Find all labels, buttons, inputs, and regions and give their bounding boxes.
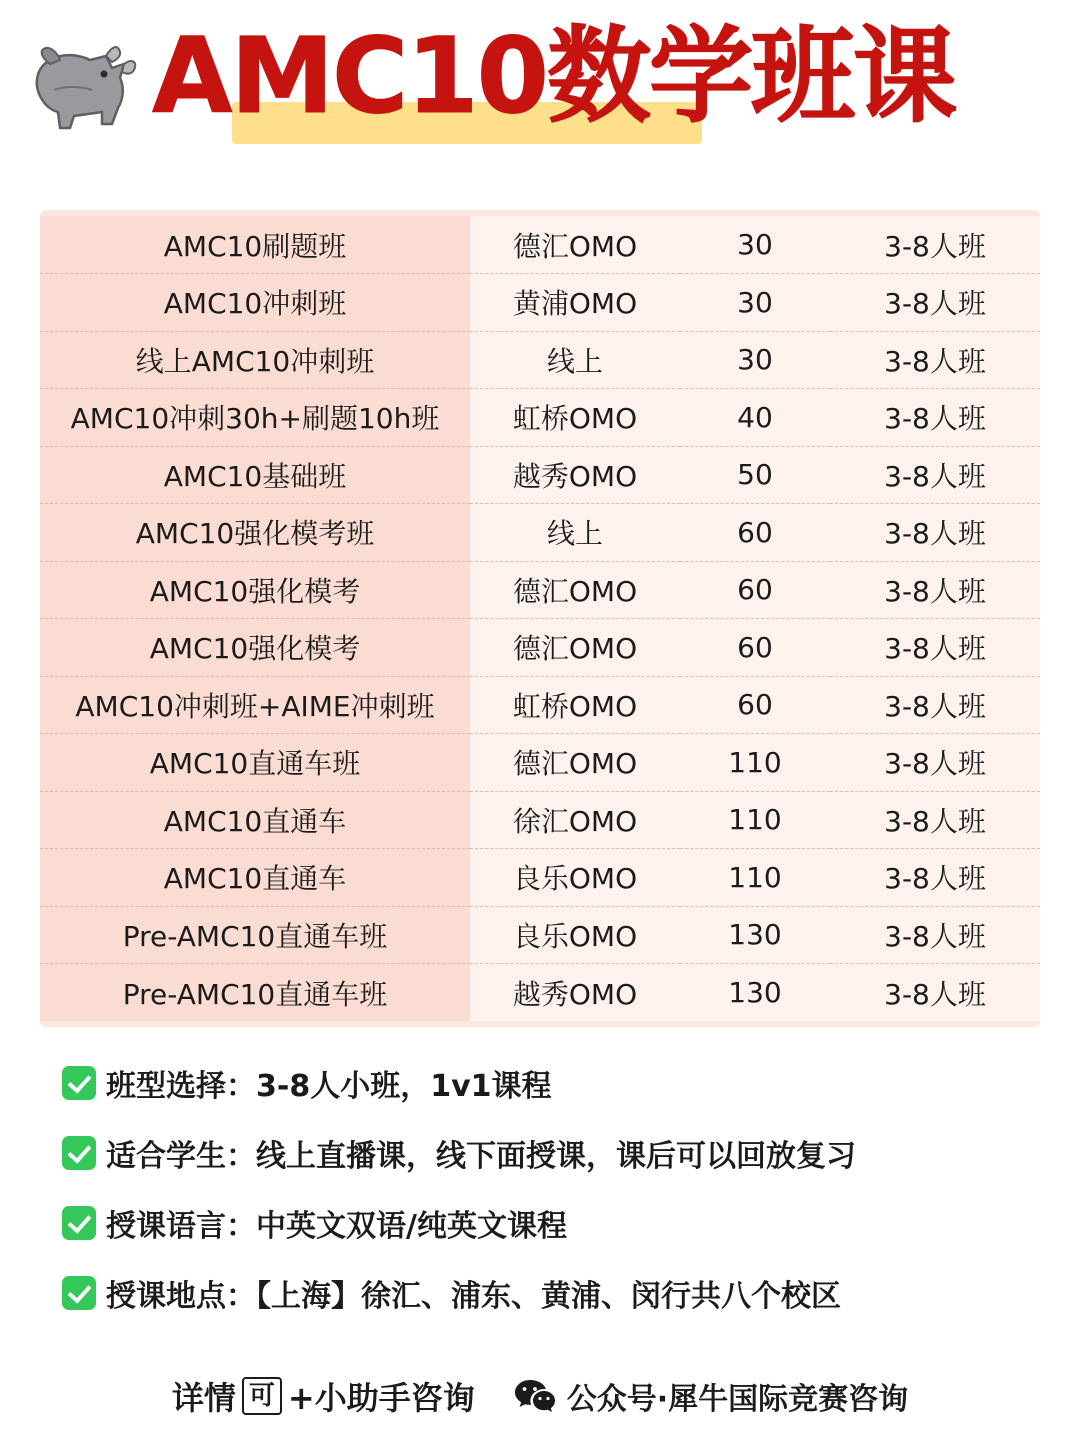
table-row bbox=[40, 676, 1040, 734]
feature-label: 班型选择：3-8人小班，1v1课程 bbox=[106, 1069, 552, 1104]
course-hours: 130 bbox=[680, 906, 830, 964]
feature-label: 授课语言：中英文双语/纯英文课程 bbox=[106, 1209, 567, 1244]
course-hours: 60 bbox=[680, 676, 830, 734]
course-hours: 130 bbox=[680, 964, 830, 1022]
course-class-size: 3-8人班 bbox=[830, 274, 1040, 332]
page-title: AMC10数学班课 bbox=[152, 15, 956, 137]
course-campus: 良乐OMO bbox=[470, 906, 680, 964]
course-name: AMC10冲刺班+AIME冲刺班 bbox=[40, 676, 470, 734]
course-class-size: 3-8人班 bbox=[830, 791, 1040, 849]
contact-prefix: 详情 bbox=[171, 1379, 236, 1417]
course-hours: 50 bbox=[680, 446, 830, 504]
course-name: 线上AMC10冲刺班 bbox=[40, 331, 470, 389]
list-item bbox=[62, 1271, 1080, 1315]
course-table bbox=[40, 216, 1040, 1021]
course-class-size: 3-8人班 bbox=[830, 734, 1040, 792]
course-hours: 60 bbox=[680, 504, 830, 562]
course-name: Pre-AMC10直通车班 bbox=[40, 906, 470, 964]
course-hours: 40 bbox=[680, 389, 830, 447]
list-item bbox=[62, 1131, 1080, 1175]
table-row bbox=[40, 964, 1040, 1022]
table-row bbox=[40, 734, 1040, 792]
course-name: AMC10冲刺30h+刷题10h班 bbox=[40, 389, 470, 447]
course-name: AMC10强化模考班 bbox=[40, 504, 470, 562]
wechat-icon bbox=[513, 1377, 557, 1415]
contact-note bbox=[172, 1373, 475, 1419]
course-class-size: 3-8人班 bbox=[830, 216, 1040, 274]
course-name: AMC10冲刺班 bbox=[40, 274, 470, 332]
course-hours: 110 bbox=[680, 734, 830, 792]
course-campus: 德汇OMO bbox=[470, 561, 680, 619]
course-name: AMC10直通车 bbox=[40, 849, 470, 907]
course-campus: 线上 bbox=[470, 331, 680, 389]
course-class-size: 3-8人班 bbox=[830, 906, 1040, 964]
course-name: AMC10刷题班 bbox=[40, 216, 470, 274]
course-hours: 60 bbox=[680, 561, 830, 619]
page-header bbox=[0, 0, 1080, 190]
wechat-account bbox=[513, 1374, 908, 1418]
course-name: AMC10强化模考 bbox=[40, 561, 470, 619]
course-hours: 30 bbox=[680, 216, 830, 274]
table-row bbox=[40, 389, 1040, 447]
contact-boxed-char: 可 bbox=[242, 1377, 282, 1415]
rhino-icon bbox=[20, 24, 148, 144]
table-row bbox=[40, 906, 1040, 964]
page-footer bbox=[0, 1373, 1080, 1419]
title-wrap bbox=[148, 15, 1080, 137]
course-table-body bbox=[40, 216, 1040, 1021]
course-campus: 黄浦OMO bbox=[470, 274, 680, 332]
course-campus: 虹桥OMO bbox=[470, 676, 680, 734]
course-name: Pre-AMC10直通车班 bbox=[40, 964, 470, 1022]
table-row bbox=[40, 619, 1040, 677]
feature-list bbox=[62, 1061, 1080, 1315]
table-row bbox=[40, 216, 1040, 274]
table-row bbox=[40, 331, 1040, 389]
course-class-size: 3-8人班 bbox=[830, 676, 1040, 734]
course-hours: 30 bbox=[680, 331, 830, 389]
course-hours: 60 bbox=[680, 619, 830, 677]
course-campus: 德汇OMO bbox=[470, 216, 680, 274]
list-item bbox=[62, 1061, 1080, 1105]
course-campus: 良乐OMO bbox=[470, 849, 680, 907]
course-name: AMC10直通车班 bbox=[40, 734, 470, 792]
course-campus: 线上 bbox=[470, 504, 680, 562]
course-hours: 110 bbox=[680, 791, 830, 849]
course-class-size: 3-8人班 bbox=[830, 964, 1040, 1022]
table-row bbox=[40, 446, 1040, 504]
table-row bbox=[40, 274, 1040, 332]
check-icon bbox=[62, 1066, 96, 1100]
list-item bbox=[62, 1201, 1080, 1245]
course-class-size: 3-8人班 bbox=[830, 389, 1040, 447]
course-class-size: 3-8人班 bbox=[830, 849, 1040, 907]
check-icon bbox=[62, 1276, 96, 1310]
course-name: AMC10直通车 bbox=[40, 791, 470, 849]
table-row bbox=[40, 849, 1040, 907]
course-campus: 虹桥OMO bbox=[470, 389, 680, 447]
course-class-size: 3-8人班 bbox=[830, 504, 1040, 562]
wechat-label: 公众号·犀牛国际竞赛咨询 bbox=[566, 1382, 909, 1417]
table-row bbox=[40, 561, 1040, 619]
feature-label: 适合学生：线上直播课，线下面授课，课后可以回放复习 bbox=[106, 1139, 856, 1174]
course-campus: 德汇OMO bbox=[470, 619, 680, 677]
feature-label: 授课地点：【上海】徐汇、浦东、黄浦、闵行共八个校区 bbox=[106, 1279, 841, 1314]
course-campus: 越秀OMO bbox=[470, 446, 680, 504]
check-icon bbox=[62, 1206, 96, 1240]
contact-suffix: +小助手咨询 bbox=[287, 1379, 475, 1417]
course-class-size: 3-8人班 bbox=[830, 446, 1040, 504]
course-name: AMC10基础班 bbox=[40, 446, 470, 504]
check-icon bbox=[62, 1136, 96, 1170]
table-row bbox=[40, 791, 1040, 849]
course-class-size: 3-8人班 bbox=[830, 619, 1040, 677]
course-name: AMC10强化模考 bbox=[40, 619, 470, 677]
course-campus: 德汇OMO bbox=[470, 734, 680, 792]
course-campus: 越秀OMO bbox=[470, 964, 680, 1022]
course-class-size: 3-8人班 bbox=[830, 331, 1040, 389]
course-table-wrapper bbox=[40, 210, 1040, 1027]
course-hours: 110 bbox=[680, 849, 830, 907]
table-row bbox=[40, 504, 1040, 562]
course-class-size: 3-8人班 bbox=[830, 561, 1040, 619]
course-campus: 徐汇OMO bbox=[470, 791, 680, 849]
course-hours: 30 bbox=[680, 274, 830, 332]
